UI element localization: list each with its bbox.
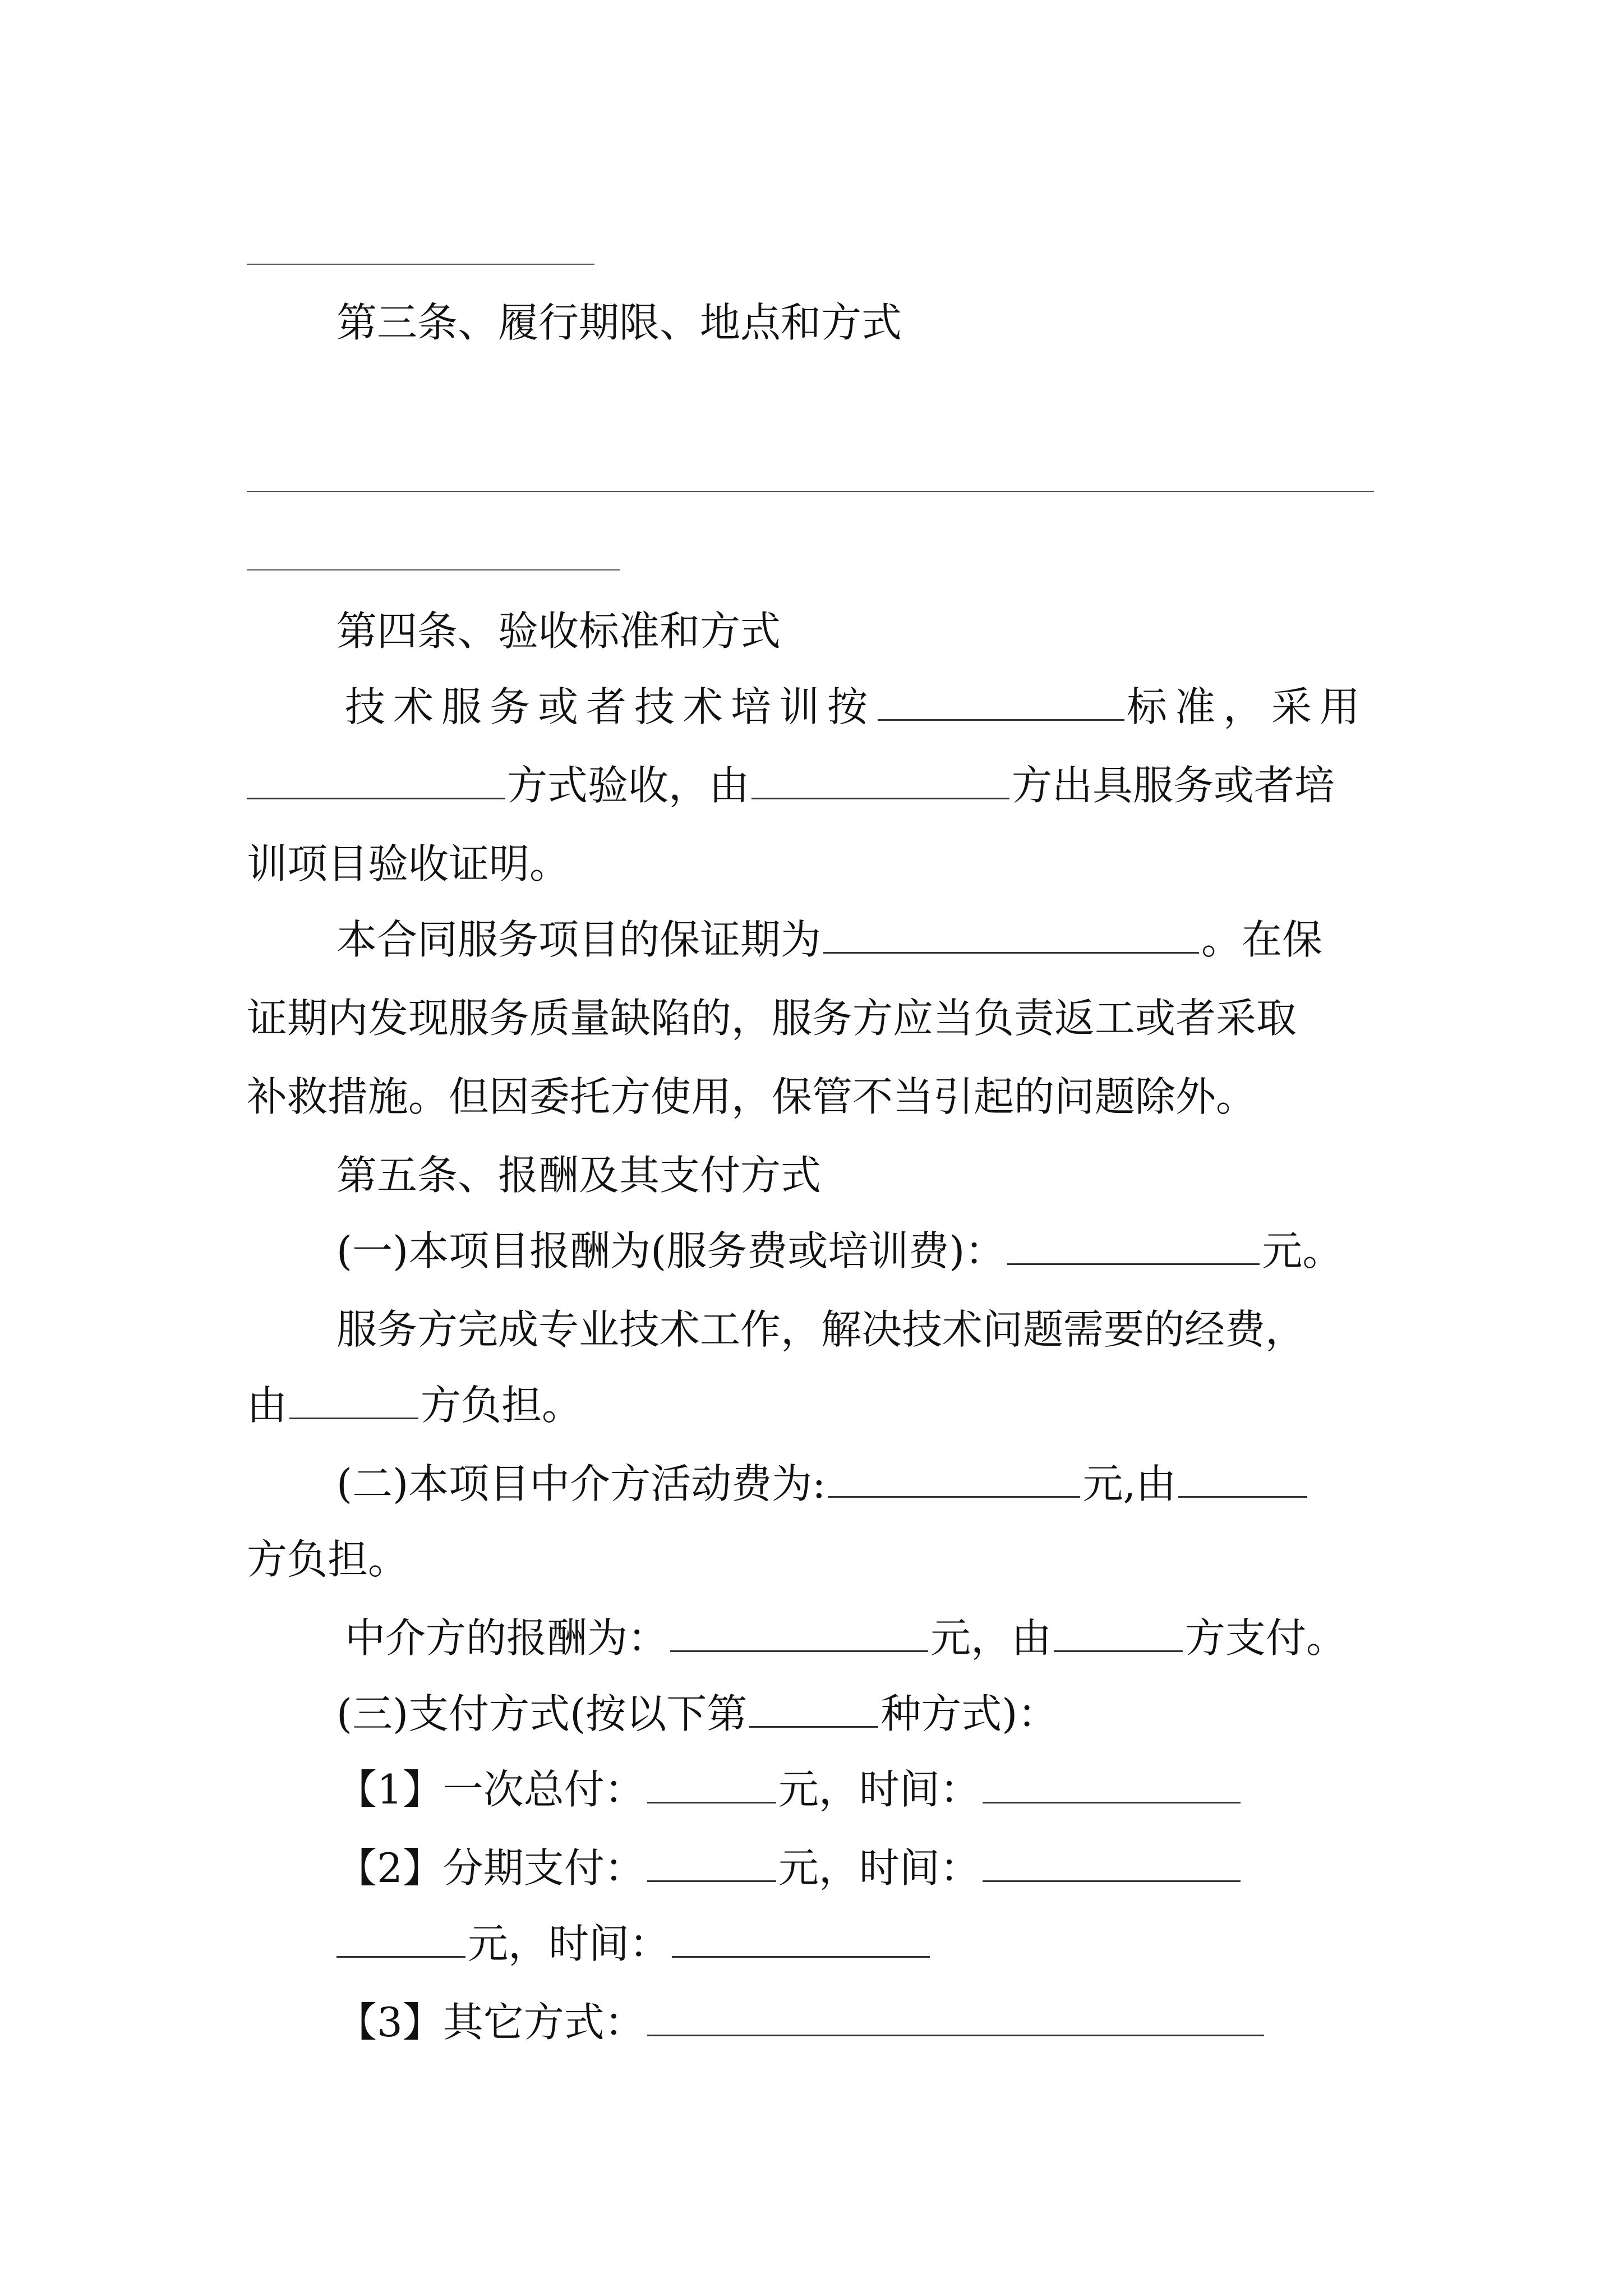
text: 证期内发现服务质量缺陷的，服务方应当负责返工或者采取 [247, 995, 1297, 1042]
blank-field [1178, 1457, 1307, 1498]
payment-method-line [336, 1686, 1623, 1742]
warranty-line-1 [336, 912, 1623, 968]
payment-option-2 [336, 1840, 1623, 1896]
text: 本合同服务项目的保证期为 [336, 916, 822, 963]
text: 服务方完成专业技术工作，解决技术问题需要的经费， [336, 1306, 1306, 1353]
article5-heading [336, 1147, 1623, 1203]
acceptance-line-3 [247, 836, 1623, 892]
blank-field [983, 1841, 1241, 1882]
text: 标准，采用 [1127, 683, 1368, 730]
blank-field [749, 1687, 878, 1728]
blank-field [828, 1457, 1080, 1498]
blank-field [672, 1917, 930, 1958]
blank-field [670, 1611, 928, 1652]
blank-field [1007, 1224, 1260, 1265]
text: (二)本项目中介方活动费为: [336, 1460, 826, 1507]
text: 技术服务或者技术培训按 [345, 683, 876, 730]
blank-field [289, 1378, 418, 1419]
broker-line [345, 1610, 1623, 1666]
text: 元。 [1262, 1227, 1343, 1274]
text: 【2】分期支付： [336, 1844, 645, 1892]
blank-rule [247, 569, 620, 570]
heading-text: 第四条、验收标准和方式 [336, 608, 781, 655]
text: 方支付。 [1185, 1614, 1347, 1662]
blank-rule [247, 491, 1374, 492]
payment-option-3 [336, 1994, 1623, 2050]
text: 方出具服务或者培 [1012, 762, 1335, 809]
payment-option-1 [336, 1761, 1623, 1818]
text: 【3】其它方式： [336, 1999, 645, 2046]
warranty-line-2 [247, 990, 1623, 1046]
blank-field [647, 1995, 1264, 2036]
text: 元，时间： [778, 1766, 980, 1813]
blank-field [823, 913, 1199, 954]
text: (三)支付方式(按以下第 [336, 1690, 748, 1737]
text: 由 [247, 1382, 288, 1429]
blank-field [647, 1763, 776, 1803]
text: 种方式)： [880, 1690, 1058, 1737]
blank-field [247, 758, 505, 799]
heading-text: 第五条、报酬及其支付方式 [336, 1152, 822, 1199]
payment-option-2-cont [336, 1916, 1623, 1972]
fee-line-4 [336, 1456, 1623, 1512]
text: 【1】一次总付： [336, 1766, 645, 1813]
text: 方式验收，由 [507, 762, 750, 809]
article3-heading [336, 295, 1623, 351]
article4-heading [336, 603, 1623, 659]
blank-field [647, 1841, 776, 1882]
blank-field [1054, 1611, 1183, 1652]
text: 训项目验收证明。 [247, 840, 570, 887]
fee-line-1 [336, 1223, 1623, 1279]
blank-field [751, 758, 1009, 799]
blank-field [983, 1763, 1241, 1803]
acceptance-line-1 [345, 679, 1623, 735]
fee-line-3 [247, 1377, 1623, 1433]
text: 方负担。 [421, 1382, 583, 1429]
text: 补救措施。但因委托方使用，保管不当引起的问题除外。 [247, 1073, 1257, 1120]
text: 方负担。 [247, 1536, 409, 1583]
text: 元,由 [1082, 1460, 1177, 1507]
text: 中介方的报酬为： [345, 1614, 668, 1662]
fee-line-2 [336, 1301, 1623, 1358]
text: 元，时间： [468, 1920, 670, 1967]
blank-field [878, 680, 1124, 721]
acceptance-line-2 [247, 757, 1623, 813]
text: (一)本项目报酬为(服务费或培训费)： [336, 1227, 1006, 1274]
text: 。在保 [1201, 916, 1323, 963]
blank-rule [247, 264, 594, 265]
blank-field [336, 1917, 465, 1958]
fee-line-5 [247, 1531, 1623, 1588]
heading-text: 第三条、履行期限、地点和方式 [336, 299, 902, 346]
text: 元，由 [930, 1614, 1052, 1662]
text: 元，时间： [778, 1844, 980, 1892]
warranty-line-3 [247, 1069, 1623, 1125]
